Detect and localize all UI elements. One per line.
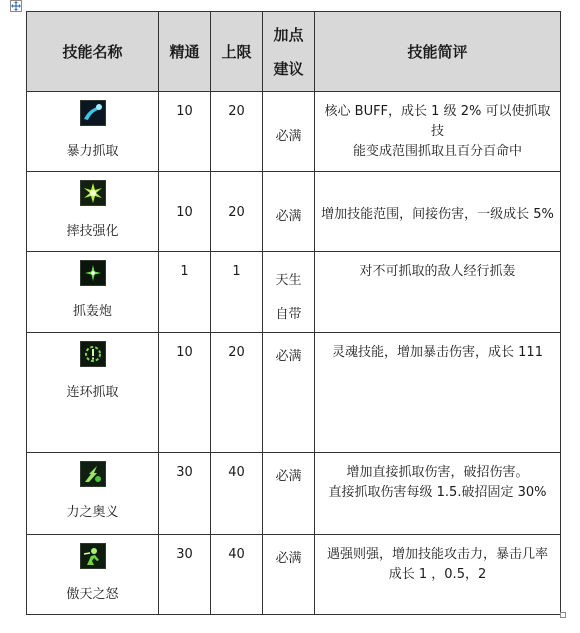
- limit-value: 20: [211, 333, 263, 453]
- table-header-row: [27, 12, 561, 92]
- limit-value: 40: [211, 453, 263, 535]
- mastery-value: 30: [159, 535, 211, 615]
- skill-name: 摔技强化: [66, 224, 119, 239]
- skill-cell: [27, 535, 159, 615]
- skill-name: 力之奥义: [66, 505, 119, 520]
- skill-cell: [27, 252, 159, 333]
- skill-name: 抓轰炮: [72, 304, 112, 319]
- table-row: [27, 535, 561, 615]
- header-advice-line2: 建议: [273, 59, 304, 78]
- description-line: 灵魂技能，增加暴击伤害，成长 111: [332, 345, 543, 360]
- mastery-value: 10: [159, 333, 211, 453]
- skill-description: [315, 535, 561, 615]
- skill-description: [315, 453, 561, 535]
- description-line: 增加直接抓取伤害，破招伤害。: [346, 465, 529, 480]
- header-mastery: 精通: [159, 12, 211, 92]
- description-line: 增加技能范围，间接伤害，一级成长 5%: [321, 207, 554, 222]
- advice-value: 必满: [263, 92, 315, 172]
- description-line: 能变成范围抓取且百分百命中: [352, 144, 522, 159]
- advice-value: 必满: [263, 333, 315, 453]
- description-line: 成长 1 ，0.5，2: [388, 567, 487, 582]
- advice-line: 天生: [275, 273, 302, 288]
- table-row: [27, 172, 561, 252]
- power-icon: [80, 461, 106, 487]
- table-row: [27, 252, 561, 333]
- table-move-handle-icon[interactable]: [10, 0, 22, 12]
- limit-value: 1: [211, 252, 263, 333]
- header-comment: 技能简评: [315, 12, 561, 92]
- table-row: [27, 333, 561, 453]
- rage-icon: [80, 543, 106, 569]
- skill-name: 连环抓取: [66, 385, 119, 400]
- grab-hand-icon: [80, 100, 106, 126]
- mastery-value: 10: [159, 92, 211, 172]
- burst-icon: [80, 180, 106, 206]
- description-line: 遇强则强，增加技能攻击力，暴击几率: [326, 547, 548, 562]
- chain-icon: [80, 341, 106, 367]
- description-line: 核心 BUFF，成长 1 级 2% 可以使抓取技: [324, 104, 551, 139]
- skill-description: [315, 333, 561, 453]
- skill-name: 暴力抓取: [66, 144, 119, 159]
- table-resize-handle[interactable]: [560, 612, 566, 618]
- limit-value: 20: [211, 92, 263, 172]
- skill-description: [315, 172, 561, 252]
- table-row: [27, 453, 561, 535]
- table-row: [27, 92, 561, 172]
- skill-cell: [27, 92, 159, 172]
- header-limit: 上限: [211, 12, 263, 92]
- advice-value: 必满: [263, 453, 315, 535]
- skill-description: [315, 252, 561, 333]
- skill-cell: [27, 453, 159, 535]
- limit-value: 20: [211, 172, 263, 252]
- description-line: 对不可抓取的敌人经行抓轰: [359, 264, 516, 279]
- header-advice: [263, 12, 315, 92]
- mastery-value: 1: [159, 252, 211, 333]
- skill-cell: [27, 172, 159, 252]
- skill-name: 傲天之怒: [66, 587, 119, 602]
- skill-description: [315, 92, 561, 172]
- spark-icon: [80, 260, 106, 286]
- description-line: 直接抓取伤害每级 1.5.破招固定 30%: [328, 485, 547, 500]
- header-advice-line1: 加点: [273, 25, 304, 44]
- advice-value: 必满: [263, 172, 315, 252]
- skill-table: [26, 11, 561, 615]
- advice-value: 必满: [263, 535, 315, 615]
- mastery-value: 30: [159, 453, 211, 535]
- limit-value: 40: [211, 535, 263, 615]
- mastery-value: 10: [159, 172, 211, 252]
- skill-cell: [27, 333, 159, 453]
- advice-value: [263, 252, 315, 333]
- header-skill-name: 技能名称: [27, 12, 159, 92]
- advice-line: 自带: [275, 307, 302, 322]
